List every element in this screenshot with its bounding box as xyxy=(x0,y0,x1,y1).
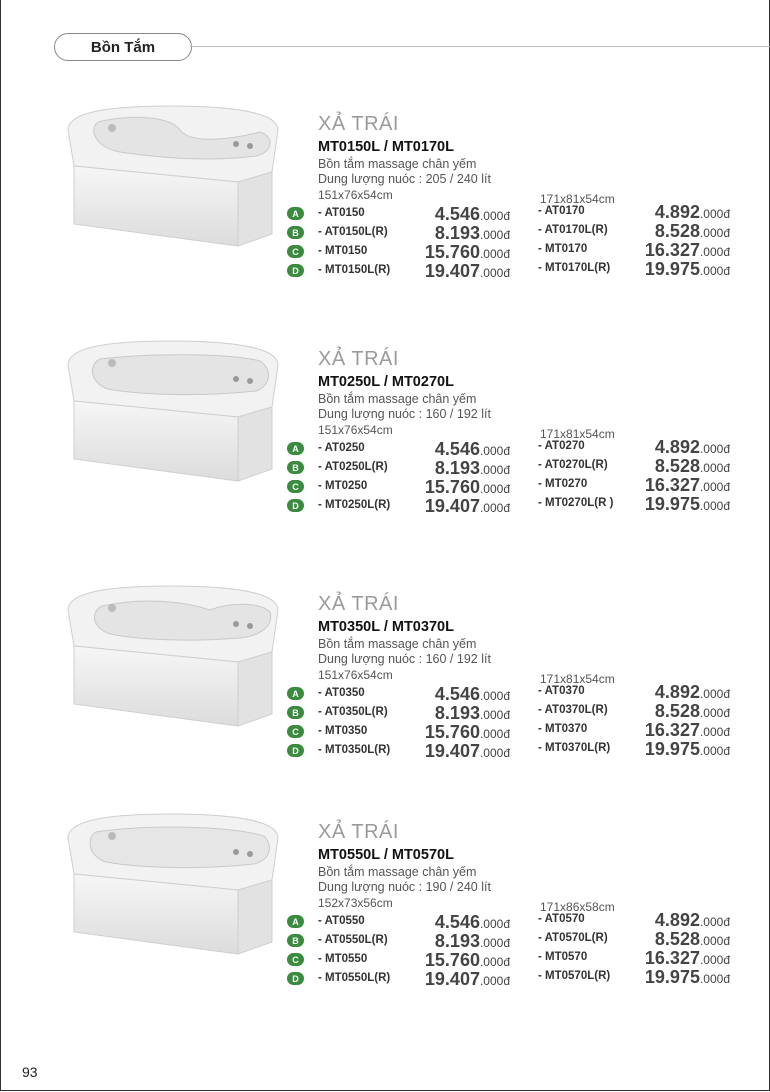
variant-code: - AT0550L(R) xyxy=(318,934,388,946)
variant-price xyxy=(655,456,730,477)
size-right: 171x81x54cm xyxy=(540,192,615,206)
product-description: Bồn tắm massage chân yếm xyxy=(318,637,477,651)
variant-code: - AT0370 xyxy=(538,685,585,697)
model-name: MT0350L / MT0370L xyxy=(318,619,454,635)
capacity: Dung lượng nuóc : 205 / 240 lít xyxy=(318,172,491,186)
price-minor: .000đ xyxy=(479,955,510,969)
price-minor: .000đ xyxy=(479,482,510,496)
price-minor: .000đ xyxy=(479,247,510,261)
price-minor: .000đ xyxy=(479,689,510,703)
variant-badge: A xyxy=(287,207,304,220)
price-major: 4.892 xyxy=(654,910,700,930)
price-minor: .000đ xyxy=(479,266,510,280)
price-minor: .000đ xyxy=(479,936,510,950)
variant-code: - MT0150L(R) xyxy=(318,264,391,276)
price-major: 4.546 xyxy=(434,684,480,704)
product-info xyxy=(318,820,491,895)
model-name: MT0150L / MT0170L xyxy=(318,139,454,155)
variant-price xyxy=(425,242,510,263)
product-info xyxy=(318,347,491,422)
price-major: 19.975 xyxy=(644,967,700,987)
variant-badge: C xyxy=(287,953,304,966)
price-major: 19.975 xyxy=(644,494,700,514)
price-minor: .000đ xyxy=(479,228,510,242)
variant-badge: C xyxy=(287,725,304,738)
size-left: 151x76x54cm xyxy=(318,188,393,202)
variant-code: - MT0570L(R) xyxy=(538,970,611,982)
variant-price xyxy=(655,910,730,931)
price-minor: .000đ xyxy=(479,209,510,223)
product-block xyxy=(0,335,770,555)
price-major: 8.528 xyxy=(654,456,700,476)
price-major: 8.193 xyxy=(434,703,480,723)
variant-badge: D xyxy=(287,744,304,757)
product-description: Bồn tắm massage chân yếm xyxy=(318,392,477,406)
price-minor: .000đ xyxy=(699,934,730,948)
price-minor: .000đ xyxy=(699,915,730,929)
price-major: 4.546 xyxy=(434,439,480,459)
size-left: 152x73x56cm xyxy=(318,896,393,910)
variant-price xyxy=(645,240,730,261)
variant-badge: C xyxy=(287,245,304,258)
variant-code: - MT0570 xyxy=(538,951,588,963)
price-major: 15.760 xyxy=(424,722,480,742)
price-major: 8.193 xyxy=(434,458,480,478)
price-minor: .000đ xyxy=(699,744,730,758)
variant-price xyxy=(435,931,510,952)
price-minor: .000đ xyxy=(699,687,730,701)
price-major: 19.407 xyxy=(424,496,480,516)
variant-badge: B xyxy=(287,461,304,474)
price-minor: .000đ xyxy=(479,746,510,760)
variant-badge: C xyxy=(287,480,304,493)
variant-price xyxy=(425,950,510,971)
price-major: 16.327 xyxy=(644,240,700,260)
variant-price xyxy=(435,684,510,705)
price-major: 8.193 xyxy=(434,931,480,951)
price-major: 15.760 xyxy=(424,477,480,497)
variant-badge: D xyxy=(287,264,304,277)
price-major: 19.407 xyxy=(424,969,480,989)
variant-price xyxy=(645,739,730,760)
variant-code: - AT0150 xyxy=(318,207,365,219)
variant-code: - AT0250 xyxy=(318,442,365,454)
product-block xyxy=(0,808,770,1028)
variant-badge: A xyxy=(287,442,304,455)
variant-price xyxy=(425,722,510,743)
price-major: 16.327 xyxy=(644,948,700,968)
capacity: Dung lượng nuóc : 160 / 192 lít xyxy=(318,407,491,421)
variant-price xyxy=(645,967,730,988)
variant-code: - MT0370L(R) xyxy=(538,742,611,754)
product-info xyxy=(318,592,491,667)
variant-badge: D xyxy=(287,499,304,512)
price-minor: .000đ xyxy=(699,207,730,221)
variant-code: - AT0570L(R) xyxy=(538,932,608,944)
variant-badge: B xyxy=(287,706,304,719)
variant-code: - MT0370 xyxy=(538,723,588,735)
variant-price xyxy=(655,202,730,223)
price-minor: .000đ xyxy=(479,974,510,988)
variant-price xyxy=(435,458,510,479)
price-major: 4.892 xyxy=(654,437,700,457)
variant-price xyxy=(435,204,510,225)
drain-side: XẢ TRÁI xyxy=(318,113,399,135)
variant-price xyxy=(435,439,510,460)
variant-price xyxy=(645,259,730,280)
product-block xyxy=(0,580,770,800)
variant-price xyxy=(435,703,510,724)
price-major: 16.327 xyxy=(644,720,700,740)
size-right: 171x86x58cm xyxy=(540,900,615,914)
variant-badge: A xyxy=(287,687,304,700)
variant-code: - MT0350L(R) xyxy=(318,744,391,756)
variant-code: - AT0270L(R) xyxy=(538,459,608,471)
price-major: 19.975 xyxy=(644,259,700,279)
variant-code: - AT0170 xyxy=(538,205,585,217)
size-right: 171x81x54cm xyxy=(540,672,615,686)
price-minor: .000đ xyxy=(479,917,510,931)
drain-side: XẢ TRÁI xyxy=(318,348,399,370)
price-major: 8.528 xyxy=(654,701,700,721)
price-minor: .000đ xyxy=(699,245,730,259)
variant-price xyxy=(645,494,730,515)
variant-price xyxy=(425,969,510,990)
variant-code: - AT0250L(R) xyxy=(318,461,388,473)
product-info xyxy=(318,112,491,187)
price-minor: .000đ xyxy=(479,444,510,458)
variant-badge: D xyxy=(287,972,304,985)
variant-code: - AT0550 xyxy=(318,915,365,927)
price-minor: .000đ xyxy=(699,480,730,494)
capacity: Dung lượng nuóc : 190 / 240 lít xyxy=(318,880,491,894)
price-major: 19.975 xyxy=(644,739,700,759)
variant-code: - AT0350L(R) xyxy=(318,706,388,718)
header-divider xyxy=(190,46,770,47)
variant-price xyxy=(425,741,510,762)
variant-price xyxy=(425,477,510,498)
price-major: 8.528 xyxy=(654,929,700,949)
variant-price xyxy=(645,720,730,741)
variant-code: - MT0270L(R ) xyxy=(538,497,614,509)
price-major: 4.892 xyxy=(654,202,700,222)
price-minor: .000đ xyxy=(699,461,730,475)
price-minor: .000đ xyxy=(479,463,510,477)
variant-price xyxy=(435,912,510,933)
size-left: 151x76x54cm xyxy=(318,668,393,682)
size-right: 171x81x54cm xyxy=(540,427,615,441)
variant-price xyxy=(435,223,510,244)
price-major: 15.760 xyxy=(424,242,480,262)
variant-code: - AT0370L(R) xyxy=(538,704,608,716)
variant-code: - MT0550L(R) xyxy=(318,972,391,984)
price-minor: .000đ xyxy=(699,226,730,240)
price-major: 16.327 xyxy=(644,475,700,495)
product-description: Bồn tắm massage chân yếm xyxy=(318,865,477,879)
price-minor: .000đ xyxy=(699,442,730,456)
variant-code: - AT0570 xyxy=(538,913,585,925)
variant-price xyxy=(655,929,730,950)
variant-code: - MT0150 xyxy=(318,245,368,257)
product-description: Bồn tắm massage chân yếm xyxy=(318,157,477,171)
bathtub-image xyxy=(60,808,285,963)
price-major: 8.528 xyxy=(654,221,700,241)
section-title: Bồn Tắm xyxy=(54,33,192,61)
drain-side: XẢ TRÁI xyxy=(318,821,399,843)
bathtub-image xyxy=(60,100,285,255)
price-minor: .000đ xyxy=(479,501,510,515)
variant-code: - MT0350 xyxy=(318,725,368,737)
price-minor: .000đ xyxy=(699,725,730,739)
variant-code: - AT0170L(R) xyxy=(538,224,608,236)
variant-code: - MT0250L(R) xyxy=(318,499,391,511)
variant-price xyxy=(645,475,730,496)
variant-price xyxy=(645,948,730,969)
variant-code: - MT0250 xyxy=(318,480,368,492)
variant-price xyxy=(655,221,730,242)
variant-price xyxy=(655,701,730,722)
price-major: 19.407 xyxy=(424,741,480,761)
capacity: Dung lượng nuóc : 160 / 192 lít xyxy=(318,652,491,666)
price-minor: .000đ xyxy=(479,708,510,722)
price-major: 4.546 xyxy=(434,912,480,932)
price-minor: .000đ xyxy=(699,499,730,513)
price-major: 8.193 xyxy=(434,223,480,243)
variant-price xyxy=(425,496,510,517)
variant-code: - AT0150L(R) xyxy=(318,226,388,238)
price-major: 19.407 xyxy=(424,261,480,281)
variant-code: - AT0350 xyxy=(318,687,365,699)
price-minor: .000đ xyxy=(479,727,510,741)
price-major: 15.760 xyxy=(424,950,480,970)
variant-price xyxy=(655,437,730,458)
price-minor: .000đ xyxy=(699,953,730,967)
price-minor: .000đ xyxy=(699,706,730,720)
bathtub-image xyxy=(60,335,285,490)
variant-code: - MT0170 xyxy=(538,243,588,255)
variant-price xyxy=(655,682,730,703)
drain-side: XẢ TRÁI xyxy=(318,593,399,615)
price-major: 4.546 xyxy=(434,204,480,224)
model-name: MT0250L / MT0270L xyxy=(318,374,454,390)
page-number: 93 xyxy=(22,1064,38,1080)
price-major: 4.892 xyxy=(654,682,700,702)
variant-badge: B xyxy=(287,226,304,239)
variant-code: - MT0170L(R) xyxy=(538,262,611,274)
variant-code: - MT0550 xyxy=(318,953,368,965)
variant-badge: A xyxy=(287,915,304,928)
variant-price xyxy=(425,261,510,282)
variant-code: - AT0270 xyxy=(538,440,585,452)
variant-badge: B xyxy=(287,934,304,947)
variant-code: - MT0270 xyxy=(538,478,588,490)
model-name: MT0550L / MT0570L xyxy=(318,847,454,863)
price-minor: .000đ xyxy=(699,264,730,278)
size-left: 151x76x54cm xyxy=(318,423,393,437)
product-block xyxy=(0,100,770,320)
bathtub-image xyxy=(60,580,285,735)
price-minor: .000đ xyxy=(699,972,730,986)
